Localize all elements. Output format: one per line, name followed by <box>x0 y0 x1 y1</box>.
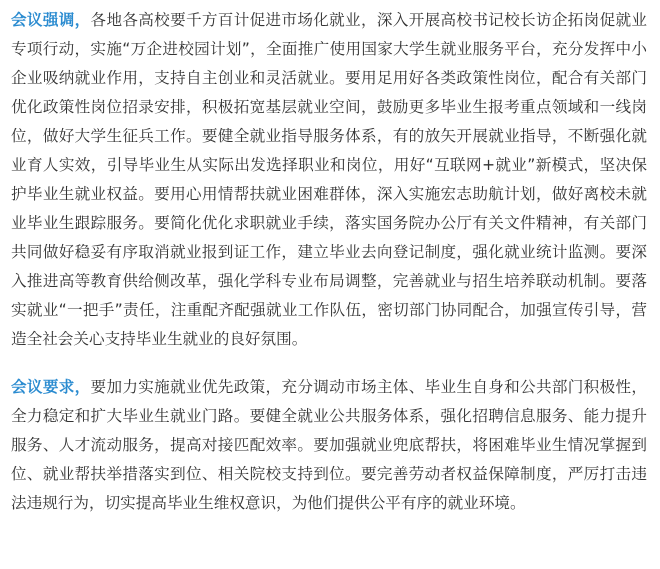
paragraph-text-emphasis: 各地各高校要千方百计促进市场化就业，深入开展高校书记校长访企拓岗促就业专项行动，实施“万企进校园计划”，全面推广使用国家大学生就业服务平台，充分发挥中小企业吸纳就业作用，支持自主创业和灵活就业。要用足用好各类政策性岗位，配合有关部门优化政策性岗位招录安排，积极拓宽基层就业空间，鼓励更多毕业生报考重点领域和一线岗位，做好大学生征兵工作。要健全就业指导服务体系，有的放矢开展就业指导，不断强化就业育人实效，引导毕业生从实际出发选择职业和岗位，用好“互联网+就业”新模式，坚决保护毕业生就业权益。要用心用情帮扶就业困难群体，深入实施宏志助航计划，做好离校未就业毕业生跟踪服务。要简化优化求职就业手续，落实国务院办公厅有关文件精神，有关部门共同做好稳妥有序取消就业报到证工作，建立毕业去向登记制度，强化就业统计监测。要深入推进高等教育供给侧改革，强化学科专业布局调整，完善就业与招生培养联动机制。要落实就业“一把手”责任，注重配齐配强就业工作队伍，密切部门协同配合，加强宣传引导，营造全社会关心支持毕业生就业的良好氛围。 <box>11 11 647 348</box>
paragraph-text-requirements: 要加力实施就业优先政策，充分调动市场主体、毕业生自身和公共部门积极性，全力稳定和扩大毕业生就业门路。要健全就业公共服务体系，强化招聘信息服务、能力提升服务、人才流动服务，提高对接匹配效率。要加强就业兜底帮扶，将困难毕业生情况掌握到位、就业帮扶举措落实到位、相关院校支持到位。要完善劳动者权益保障制度，严厉打击违法违规行为，切实提高毕业生维权意识，为他们提供公平有序的就业环境。 <box>11 378 647 512</box>
paragraph-meeting-requirements <box>11 373 647 518</box>
paragraph-lead-emphasis: 会议强调， <box>11 11 91 29</box>
paragraph-lead-requirements: 会议要求， <box>11 378 91 396</box>
paragraph-meeting-emphasis <box>11 6 647 354</box>
